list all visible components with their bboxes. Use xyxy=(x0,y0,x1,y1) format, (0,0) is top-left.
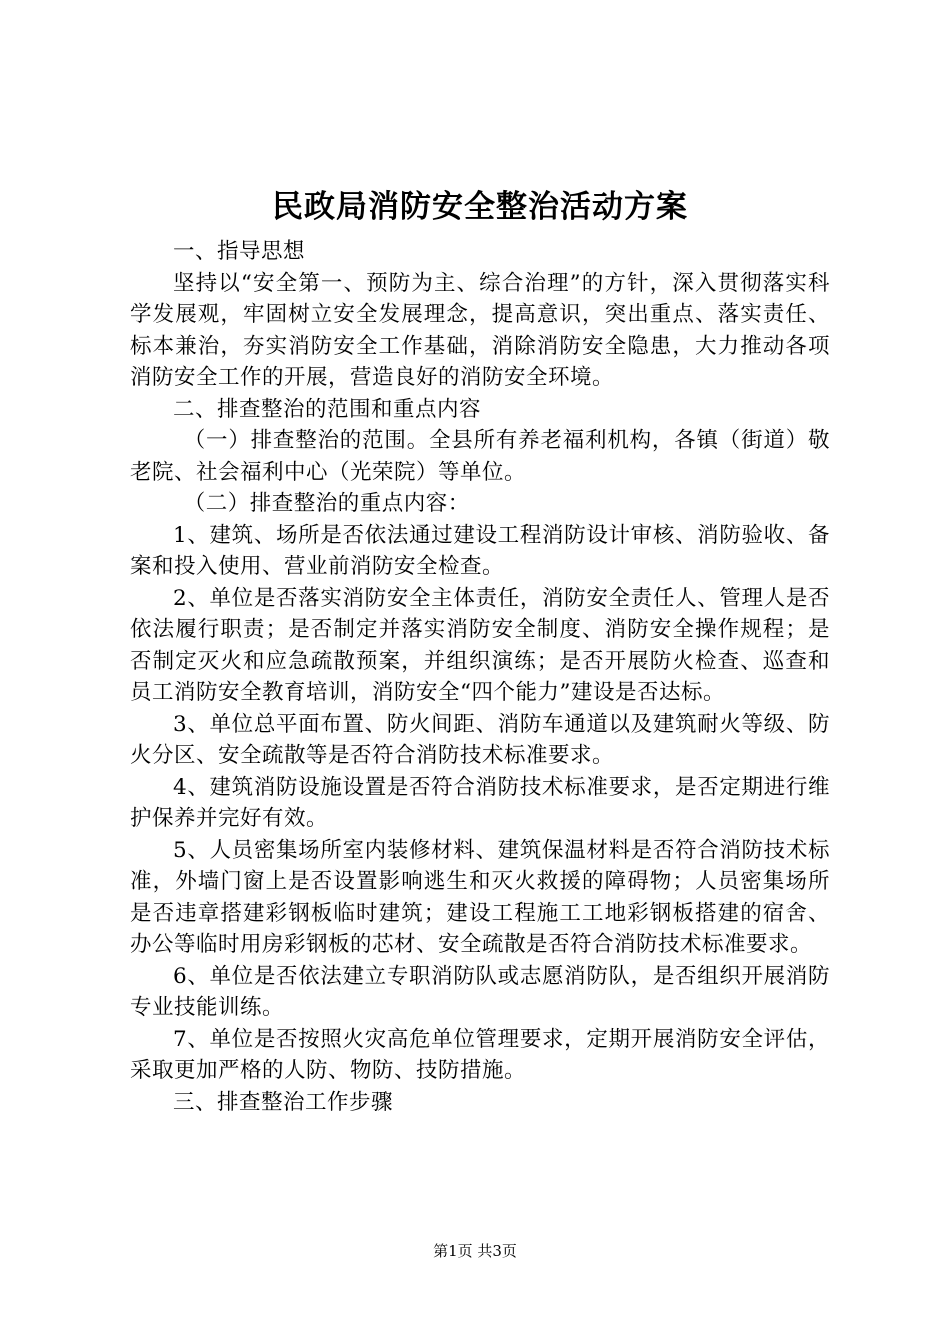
document-title: 民政局消防安全整治活动方案 xyxy=(272,189,688,225)
paragraph-scope: （一）排查整治的范围。全县所有养老福利机构，各镇（街道）敬老院、社会福利中心（光荣院）等单位。 xyxy=(130,428,830,485)
page-number-label: 第1页 共3页 xyxy=(433,1242,517,1260)
page-footer xyxy=(0,1240,950,1261)
heading-work-steps: 三、排查整治工作步骤 xyxy=(173,1089,394,1115)
list-item-7: 7、单位是否按照火灾高危单位管理要求，定期开展消防安全评估，采取更加严格的人防、物防、技防措施。 xyxy=(130,1026,830,1083)
document-page xyxy=(130,182,830,1118)
heading-guiding-thought: 一、指导思想 xyxy=(173,239,306,264)
list-item-1: 1、建筑、场所是否依法通过建设工程消防设计审核、消防验收、备案和投入使用、营业前消防安全检查。 xyxy=(130,522,830,579)
list-item-5: 5、人员密集场所室内装修材料、建筑保温材料是否符合消防技术标准，外墙门窗上是否设置影响逃生和灭火救援的障碍物；人员密集场所是否违章搭建彩钢板临时建筑；建设工程施工工地彩钢板搭建的宿舍、办公等临时用房彩钢板的芯材、安全疏散是否符合消防技术标准要求。 xyxy=(130,837,830,957)
list-item-6: 6、单位是否依法建立专职消防队或志愿消防队，是否组织开展消防专业技能训练。 xyxy=(130,963,830,1020)
list-item-3: 3、单位总平面布置、防火间距、消防车通道以及建筑耐火等级、防火分区、安全疏散等是否符合消防技术标准要求。 xyxy=(130,711,830,768)
document-body xyxy=(130,236,830,1118)
subheading-focus-content: （二）排查整治的重点内容： xyxy=(183,491,470,516)
list-item-4: 4、建筑消防设施设置是否符合消防技术标准要求，是否定期进行维护保养并完好有效。 xyxy=(130,774,830,831)
paragraph-guiding-thought: 坚持以“安全第一、预防为主、综合治理”的方针，深入贯彻落实科学发展观，牢固树立安全发展理念，提高意识，突出重点、落实责任、标本兼治，夯实消防安全工作基础，消除消防安全隐患，大力推动各项消防安全工作的开展，营造良好的消防安全环境。 xyxy=(130,270,830,390)
heading-scope-and-focus: 二、排查整治的范围和重点内容 xyxy=(173,396,482,422)
list-item-2: 2、单位是否落实消防安全主体责任，消防安全责任人、管理人是否依法履行职责；是否制定并落实消防安全制度、消防安全操作规程；是否制定灭火和应急疏散预案，并组织演练；是否开展防火检查、巡查和员工消防安全教育培训，消防安全“四个能力”建设是否达标。 xyxy=(130,585,830,705)
